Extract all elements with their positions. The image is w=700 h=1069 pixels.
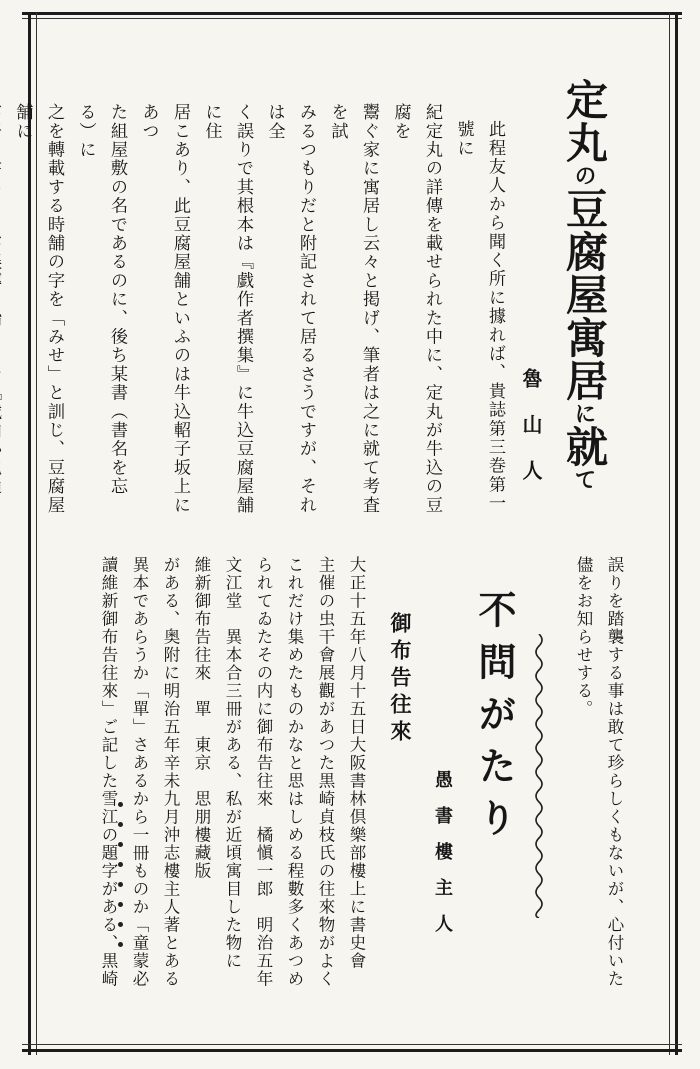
article2-title: 不問がたり — [472, 590, 517, 850]
article1-line: 居こあり、此豆腐屋舗といふのは牛込軺子坂上にあつ — [138, 103, 190, 515]
bottom-border-thin — [22, 1044, 682, 1045]
article2-line: がある、奥附に明治五年辛未九月沖志樓主人著とある — [161, 556, 180, 988]
article1-line: た組屋敷の名であるのに、後ち某書（書名を忘る）に — [75, 103, 127, 496]
article2-line: 文江堂 異本合三冊がある、私が近頃寓目した物に — [223, 556, 242, 970]
article2-author: 愚書樓主人 — [432, 770, 453, 950]
article1-line: 鬻ぐ家に寓居し云々と掲げ、筆者は之に就て考査を試 — [327, 103, 379, 515]
article1-line: 此程友人から聞く所に據れば、貴誌第三巻第一號に — [453, 120, 505, 513]
article2-line: 讀維新御布告往來」ご記した雪江の題字がある、黒崎 — [99, 556, 118, 988]
article2-subtitle: 御布告往來 — [388, 612, 413, 747]
article1-line — [0, 103, 6, 515]
note-line: 誤りを踏襲する事は敢て珍らしくもないが、心付いた — [605, 556, 624, 988]
article1-title — [560, 78, 608, 491]
article2-line: 異本であらうか「單」さあるから一冊ものか「童蒙必 — [130, 556, 149, 988]
article1-author: 魯山人 — [519, 368, 543, 506]
note-line: 儘をお知らせする。 — [574, 556, 593, 718]
article1-title-no: の — [571, 164, 597, 187]
article1-line: みるつもりだと附記されて居るさうですが、それは全 — [264, 103, 316, 515]
article1-line: 之を轉載する時舗の字を「みせ」と訓じ、豆腐屋舗に — [12, 103, 64, 515]
article2-line: 維新御布告往來 單 東京 思朋樓藏版 — [192, 556, 211, 880]
article1-title-part3: 就 — [560, 425, 609, 468]
article1-line: く誤りで其根本は『戯作者撰集』に牛込豆腐屋舗に住 — [201, 103, 253, 515]
article1-body — [12, 103, 510, 515]
article2-line: これだけ集めたものかなと思はしめる程數多くあつめ — [285, 556, 304, 988]
article2-line: 大正十五年八月十五日大阪書林倶樂部樓上に書史會 — [347, 556, 366, 970]
article2-line: られてゐたその内に御布告往來 橘愼一郎 明治五年 — [254, 556, 273, 988]
article2-line: 主催の虫干會展觀があつた黒崎貞枝氏の往來物がよく — [316, 556, 335, 988]
article1-title-te: て — [571, 468, 597, 491]
wavy-divider — [532, 634, 546, 918]
article1-title-part1: 定丸 — [560, 78, 609, 164]
article2-body — [72, 556, 372, 996]
article1-title-ni: に — [571, 402, 597, 425]
article1-title-part2: 豆腐屋寓居 — [560, 187, 609, 402]
article1-line: 紀定丸の詳傳を載せられた中に、定丸が牛込の豆腐を — [390, 103, 442, 515]
bottom-border-thick — [22, 1049, 682, 1052]
article1-note — [560, 556, 630, 996]
